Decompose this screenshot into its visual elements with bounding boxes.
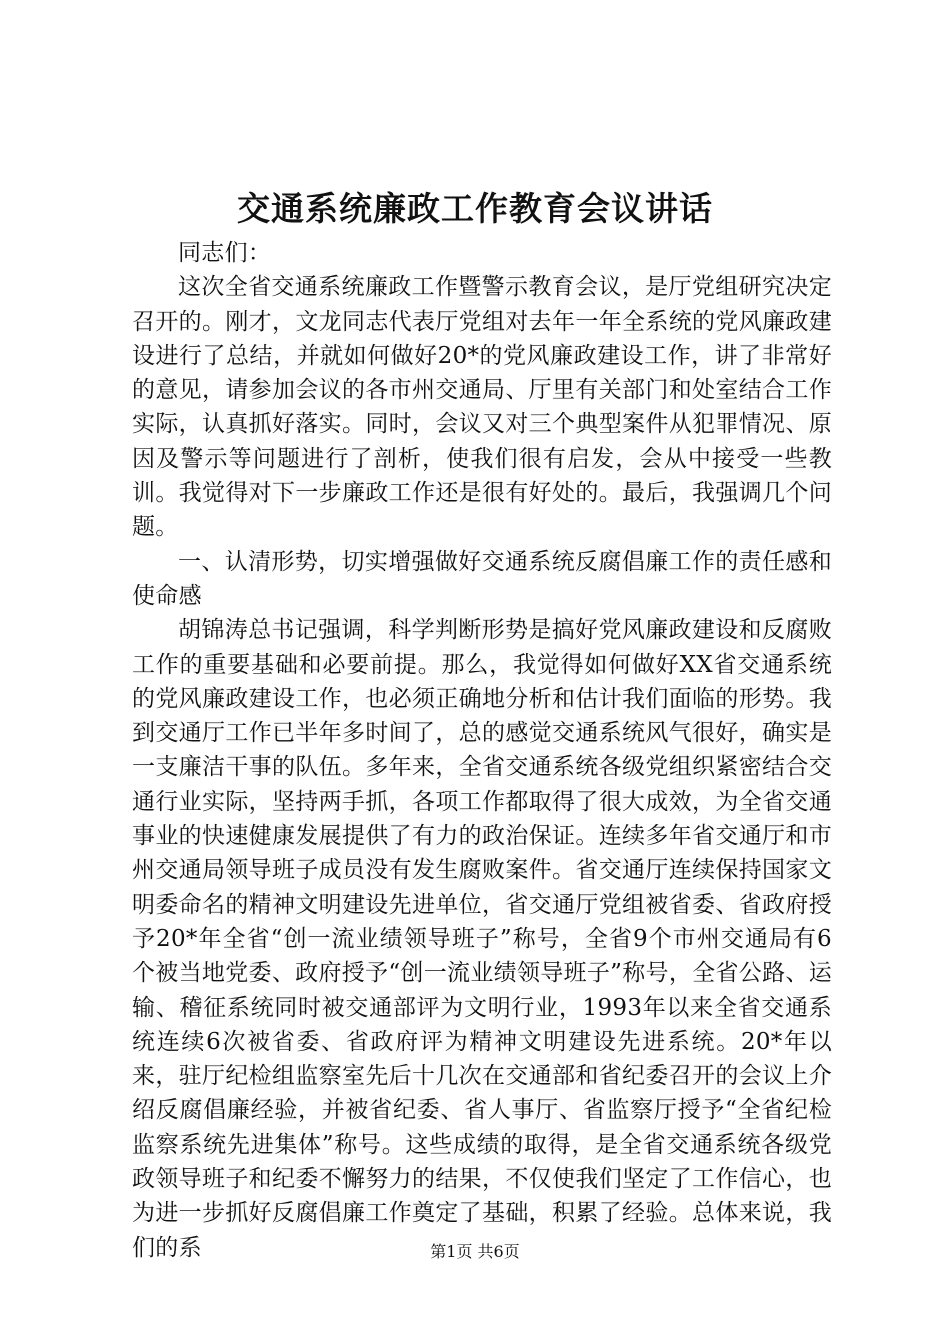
document-body — [132, 236, 832, 1265]
salutation-paragraph: 同志们： — [178, 240, 272, 266]
document-title: 交通系统廉政工作教育会议讲话 — [237, 189, 713, 228]
page-footer: 第1页 共6页 — [430, 1242, 520, 1261]
section-heading-paragraph: 一、认清形势，切实增强做好交通系统反腐倡廉工作的责任感和使命感 — [132, 548, 832, 609]
body-paragraph: 胡锦涛总书记强调，科学判断形势是搞好党风廉政建设和反腐败工作的重要基础和必要前提。那么，我觉得如何做好XX省交通系统的党风廉政建设工作，也必须正确地分析和估计我们面临的形势。我到交通厅工作已半年多时间了，总的感觉交通系统风气很好，确实是一支廉洁干事的队伍。多年来，全省交通系统各级党组织紧密结合交通行业实际，坚持两手抓，各项工作都取得了很大成效，为全省交通事业的快速健康发展提供了有力的政治保证。连续多年省交通厅和市州交通局领导班子成员没有发生腐败案件。省交通厅连续保持国家文明委命名的精神文明建设先进单位，省交通厅党组被省委、省政府授予20*年全省“创一流业绩领导班子”称号，全省9个市州交通局有6个被当地党委、政府授予“创一流业绩领导班子”称号，全省公路、运输、稽征系统同时被交通部评为文明行业，1993年以来全省交通系统连续6次被省委、省政府评为精神文明建设先进系统。20*年以来，驻厅纪检组监察室先后十几次在交通部和省纪委召开的会议上介绍反腐倡廉经验，并被省纪委、省人事厅、省监察厅授予“全省纪检监察系统先进集体”称号。这些成绩的取得，是全省交通系统各级党政领导班子和纪委不懈努力的结果，不仅使我们坚定了工作信心，也为进一步抓好反腐倡廉工作奠定了基础，积累了经验。总体来说，我们的系 — [132, 617, 832, 1261]
intro-paragraph: 这次全省交通系统廉政工作暨警示教育会议，是厅党组研究决定召开的。刚才，文龙同志代表厅党组对去年一年全系统的党风廉政建设进行了总结，并就如何做好20*的党风廉政建设工作，讲了非常好的意见，请参加会议的各市州交通局、厅里有关部门和处室结合工作实际，认真抓好落实。同时，会议又对三个典型案件从犯罪情况、原因及警示等问题进行了剖析，使我们很有启发，会从中接受一些教训。我觉得对下一步廉政工作还是很有好处的。最后，我强调几个问题。 — [132, 274, 832, 541]
